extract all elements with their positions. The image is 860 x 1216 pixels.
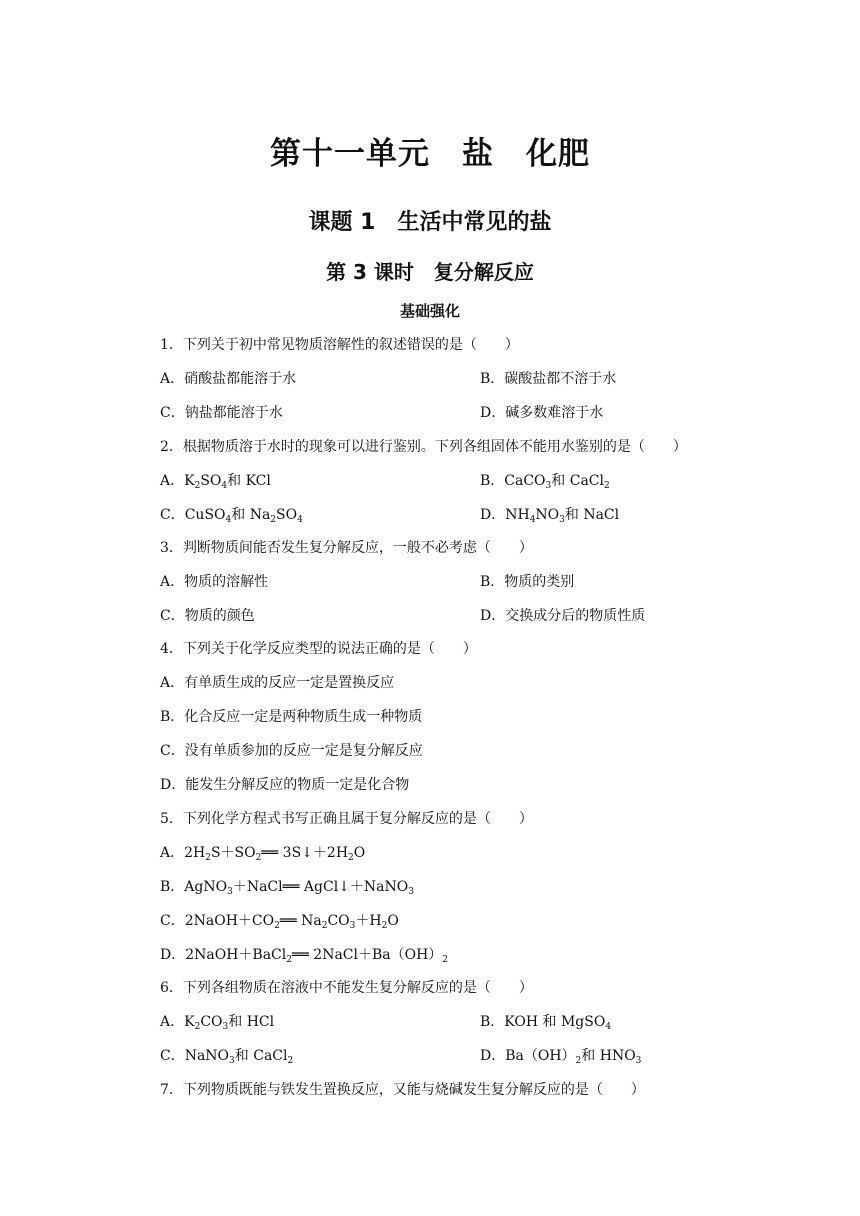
q2-option-c: C．CuSO$_4$和 $Na_2SO_4$ bbox=[160, 507, 303, 525]
q4-option-b: B．化合反应一定是两种物质生成一种物质 bbox=[160, 709, 423, 725]
question-stem-2: 2．根据物质溶于水时的现象可以进行鉴别。下列各组固体不能用水鉴别的是（ ） bbox=[160, 439, 687, 455]
question-stem-1: 1．下列关于初中常见物质溶解性的叙述错误的是（ ） bbox=[160, 337, 519, 353]
q6-option-c: C．NaNO$_3$和 CaCl$_2$ bbox=[160, 1048, 294, 1066]
question-stem-3: 3．判断物质间能否发生复分解反应，一般不必考虑（ ） bbox=[160, 540, 533, 556]
q1-option-a: A．硝酸盐都能溶于水 bbox=[160, 371, 297, 387]
unit-title: 第十一单元 盐 化肥 bbox=[270, 136, 590, 172]
q5-option-a: A．$2H_2S+SO_2══$ $3S↓+2H_2O$ bbox=[160, 845, 366, 863]
q6-option-b: B．KOH 和 MgSO$_4$ bbox=[480, 1014, 612, 1032]
question-stem-7: 7．下列物质既能与铁发生置换反应，又能与烧碱发生复分解反应的是（ ） bbox=[160, 1082, 645, 1098]
q6-option-a: A．$K_2CO_3$和 HCl bbox=[160, 1014, 275, 1032]
q3-option-a: A．物质的溶解性 bbox=[160, 574, 269, 590]
q6-option-d: D．$Ba(OH)_2$和 $HNO_3$ bbox=[480, 1048, 642, 1066]
q3-option-b: B．物质的类别 bbox=[480, 574, 575, 590]
q3-option-c: C．物质的颜色 bbox=[160, 608, 255, 624]
question-stem-4: 4．下列关于化学反应类型的说法正确的是（ ） bbox=[160, 641, 477, 657]
q1-option-b: B．碳酸盐都不溶于水 bbox=[480, 371, 617, 387]
q4-option-a: A．有单质生成的反应一定是置换反应 bbox=[160, 675, 395, 691]
q1-option-c: C．钠盐都能溶于水 bbox=[160, 405, 283, 421]
question-stem-5: 5．下列化学方程式书写正确且属于复分解反应的是（ ） bbox=[160, 811, 533, 827]
q2-option-b: B．CaCO$_3$和 CaCl$_2$ bbox=[480, 473, 610, 491]
section-title: 基础强化 bbox=[399, 302, 460, 320]
q2-option-d: D．$NH_4NO_3$和 NaCl bbox=[480, 507, 620, 525]
q5-option-c: C．$2NaOH+CO_2══$ $Na_2CO_3+H_2O$ bbox=[160, 913, 399, 931]
q5-option-d: D．2NaOH＋BaCl$_2$══ $2NaCl+Ba(OH)_2$ bbox=[160, 947, 449, 965]
question-stem-6: 6．下列各组物质在溶液中不能发生复分解反应的是（ ） bbox=[160, 980, 533, 996]
q4-option-d: D．能发生分解反应的物质一定是化合物 bbox=[160, 777, 410, 793]
q4-option-c: C．没有单质参加的反应一定是复分解反应 bbox=[160, 743, 423, 759]
q1-option-d: D．碱多数难溶于水 bbox=[480, 405, 604, 421]
q3-option-d: D．交换成分后的物质性质 bbox=[480, 608, 646, 624]
lesson-title: 课题 1 生活中常见的盐 bbox=[308, 210, 552, 235]
period-title: 第 3 课时 复分解反应 bbox=[326, 260, 534, 284]
q5-option-b: B．AgNO$_3$＋NaCl══ AgCl↓＋NaNO$_3$ bbox=[160, 879, 414, 897]
q2-option-a: A．$K_2SO_4$和 KCl bbox=[160, 473, 271, 491]
